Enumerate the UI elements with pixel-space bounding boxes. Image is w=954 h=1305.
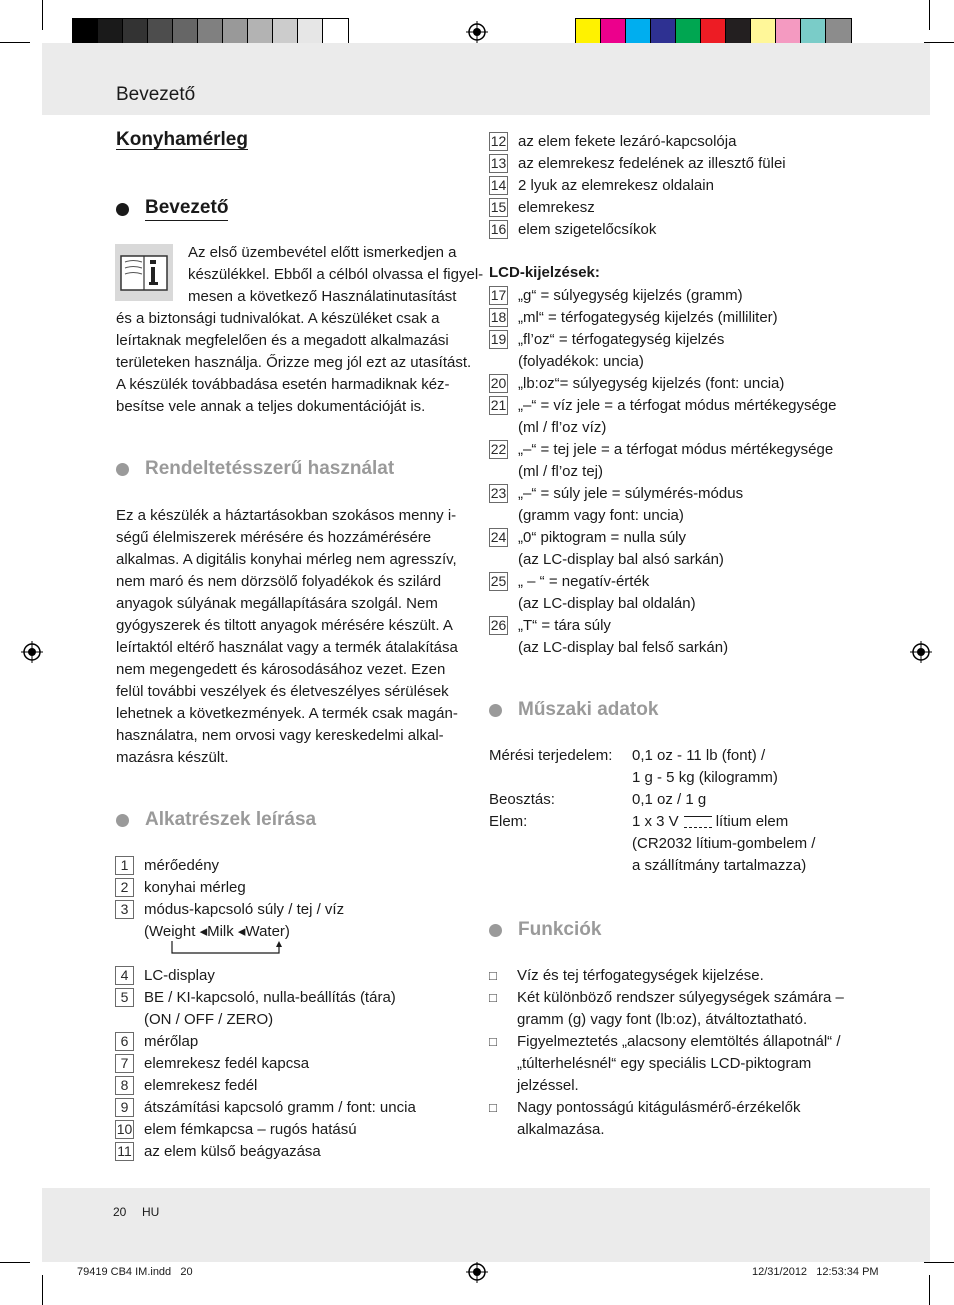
registration-mark-icon (466, 21, 488, 43)
part-number-box: 21 (490, 397, 507, 413)
section-heading-parts (116, 809, 316, 831)
slug-file: 79419 CB4 IM.indd 20 (77, 1266, 193, 1278)
text-line: készülékkel. Ebből a célból olvassa el figyel- (188, 266, 484, 283)
part-label: átszámítási kapcsoló gramm / font: uncia (144, 1099, 416, 1116)
running-header: Bevezető (116, 84, 196, 105)
part-label: „0“ piktogram = nulla súly (518, 529, 686, 546)
footer-band (42, 1188, 930, 1262)
part-number-box: 19 (490, 331, 507, 347)
text-line: területeken használja. Őrizze meg jól ezt az utasítást. (116, 354, 472, 371)
part-number-box: 20 (490, 375, 507, 391)
bullet-dot (116, 203, 129, 216)
dc-symbol-icon (684, 816, 712, 828)
language-code: HU (142, 1205, 160, 1219)
part-number-box: 15 (490, 199, 507, 215)
checkbox-bullet-icon: □ (489, 990, 497, 1005)
function-item: Nagy pontosságú kitágulásmérő-érzékelők (517, 1099, 801, 1116)
part-number-box: 4 (115, 966, 134, 985)
text-line: nem maró és nem dörzsölő folyadékok és szilárd (116, 573, 442, 590)
checkbox-bullet-icon: □ (489, 1100, 497, 1115)
section-heading-tech (489, 699, 658, 721)
bullet-dot (116, 814, 129, 827)
part-label: mérőlap (144, 1033, 199, 1050)
function-item: alkalmazása. (517, 1121, 605, 1138)
part-label: elem szigetelőcsíkok (518, 221, 657, 238)
spec-value: a szállítmány tartalmazza) (632, 857, 807, 874)
intro-text-bottom (116, 308, 471, 418)
crop-mark (42, 1275, 43, 1305)
part-label: LC-display (144, 967, 215, 984)
spec-value: 0,1 oz - 11 lb (font) / (632, 747, 766, 764)
part-label: az elemrekesz fedelének az illesztő fülei (518, 155, 786, 172)
part-label: „fl’oz“ = térfogategység kijelzés (518, 331, 725, 348)
part-label: „lb:oz“= súlyegység kijelzés (font: uncia) (518, 375, 785, 392)
section-title: Rendeltetésszerű használat (145, 458, 395, 479)
section-heading-intro (116, 197, 228, 221)
part-label: (folyadékok: uncia) (518, 353, 644, 370)
part-label: „T“ = tára súly (518, 617, 611, 634)
part-number-box: 1 (115, 856, 134, 875)
text-line: Az első üzembevétel előtt ismerkedjen a (188, 244, 457, 261)
bullet-dot (489, 924, 502, 937)
part-label: elemrekesz fedél (144, 1077, 258, 1094)
spec-value-suffix: lítium elem (715, 813, 789, 830)
crop-mark (924, 1262, 954, 1263)
text-line: nem megengedett és károsodásához vezet. Ezen (116, 661, 446, 678)
section-title: Funkciók (518, 919, 602, 940)
part-label: „–“ = súly jele = súlymérés-módus (518, 485, 744, 502)
part-label: „ml“ = térfogategység kijelzés (milliliter) (518, 309, 778, 326)
text-line: mazásra készült. (116, 749, 229, 766)
crop-mark (42, 0, 43, 30)
function-item: Két különböző rendszer súlyegységek számára – (517, 989, 844, 1006)
part-number-box: 7 (115, 1054, 134, 1073)
part-number-box: 11 (115, 1142, 134, 1161)
part-label: (az LC-display bal oldalán) (518, 595, 696, 612)
spec-value: 1 x 3 V lítium elem (632, 813, 789, 830)
part-label: az elem fekete lezáró-kapcsolója (518, 133, 737, 150)
part-number-box: 14 (490, 177, 507, 193)
intended-use-text (116, 505, 458, 769)
checkbox-bullet-icon: □ (489, 1034, 497, 1049)
spec-label: Mérési terjedelem: (489, 747, 613, 764)
text-line: használatra, nem orvosi vagy kereskedelmi alkal- (116, 727, 444, 744)
spec-label: Beosztás: (489, 791, 555, 808)
part-number-box: 25 (490, 573, 507, 589)
section-title: Alkatrészek leírása (145, 809, 317, 830)
part-label: „–“ = tej jele = a térfogat módus mértékegysége (518, 441, 834, 458)
part-label: (gramm vagy font: uncia) (518, 507, 684, 524)
spec-label: Elem: (489, 813, 528, 830)
part-label: BE / KI-kapcsoló, nulla-beállítás (tára) (144, 989, 396, 1006)
part-number-box: 10 (116, 1121, 133, 1137)
part-number-box: 5 (115, 988, 134, 1007)
bullet-dot (116, 463, 129, 476)
part-number-box: 6 (115, 1032, 134, 1051)
part-label: (ON / OFF / ZERO) (144, 1011, 274, 1028)
part-number-box: 26 (490, 617, 507, 633)
part-label: „–“ = víz jele = a térfogat módus mértékegysége (518, 397, 837, 414)
part-label: „g“ = súlyegység kijelzés (gramm) (518, 287, 743, 304)
part-number-box: 24 (490, 529, 507, 545)
part-number-box: 16 (490, 221, 507, 237)
section-title: Műszaki adatok (518, 699, 659, 720)
text-line: anyagok súlyának megállapítására szolgál. Nem (116, 595, 438, 612)
lcd-heading: LCD-kijelzések: (489, 264, 600, 281)
part-label: elem fémkapcsa – rugós hatású (144, 1121, 357, 1138)
registration-mark-icon (466, 1261, 488, 1283)
part-label: (Weight ◂Milk ◂Water) (144, 923, 290, 940)
part-number-box: 9 (115, 1098, 134, 1117)
section-heading-intended-use (116, 458, 394, 480)
part-label: konyhai mérleg (144, 879, 246, 896)
part-number-box: 22 (490, 441, 507, 457)
text-line: leírtaktól eltérő használat vagy a termék átalakítása (116, 639, 458, 656)
section-heading-functions (489, 919, 601, 941)
text-line: A készülék továbbadása esetén harmadiknak kéz- (116, 376, 450, 393)
mode-bracket (171, 941, 283, 955)
function-item: Figyelmeztetés „alacsony elemtöltés állapotnál“ / (517, 1033, 841, 1050)
text-line: gyógyszerek és tiltott anyagok mérésére készült. A (116, 617, 453, 634)
bullet-dot (489, 704, 502, 717)
text-line: ségű élelmiszerek mérésére és hozzámérésére (116, 529, 432, 546)
text-line: leírtaknak megfelelően és a megadott alkalmazási (116, 332, 449, 349)
text-line: lehetnek a következmények. A termék csak magán- (116, 705, 458, 722)
registration-mark-icon (910, 641, 932, 663)
part-label: (ml / fl’oz víz) (518, 419, 607, 436)
text-line: mesen a következő Használatinutasítást (188, 288, 457, 305)
part-label: módus-kapcsoló súly / tej / víz (144, 901, 345, 918)
part-label: 2 lyuk az elemrekesz oldalain (518, 177, 714, 194)
part-number-box: 3 (115, 900, 134, 919)
spec-value: 0,1 oz / 1 g (632, 791, 707, 808)
checkbox-bullet-icon: □ (489, 968, 497, 983)
part-label: mérőedény (144, 857, 220, 874)
text-line: és a biztonsági tudnivalókat. A készüléket csak a (116, 310, 440, 327)
part-label: elemrekesz (518, 199, 595, 216)
function-item: Víz és tej térfogategységek kijelzése. (517, 967, 764, 984)
text-line: besítse vele annak a teljes dokumentációját is. (116, 398, 426, 415)
page-title: Konyhamérleg (116, 129, 248, 150)
function-item: „túlterhelésnél“ egy speciális LCD-piktogram (517, 1055, 812, 1072)
part-label: az elem külső beágyazása (144, 1143, 321, 1160)
part-number-box: 18 (490, 309, 507, 325)
part-number-box: 8 (115, 1076, 134, 1095)
spec-value: 1 g - 5 kg (kilogramm) (632, 769, 778, 786)
part-label: (az LC-display bal felső sarkán) (518, 639, 729, 656)
part-number-box: 13 (490, 155, 507, 171)
registration-mark-icon (21, 641, 43, 663)
crop-mark (929, 0, 930, 30)
crop-mark (929, 1275, 930, 1305)
intro-text-top (188, 242, 483, 308)
spec-value: (CR2032 lítium-gombelem / (632, 835, 816, 852)
part-number-box: 12 (490, 133, 507, 149)
part-label: „ – “ = negatív-érték (518, 573, 650, 590)
page-number: 20 (113, 1205, 127, 1219)
part-number-box: 23 (490, 485, 507, 501)
crop-mark (0, 42, 30, 43)
part-label: (ml / fl’oz tej) (518, 463, 604, 480)
section-title: Bevezető (145, 197, 228, 221)
function-item: jelzéssel. (517, 1077, 579, 1094)
part-label: elemrekesz fedél kapcsa (144, 1055, 310, 1072)
text-line: alkalmas. A digitális konyhai mérleg nem agresszív, (116, 551, 457, 568)
slug-date: 12/31/2012 12:53:34 PM (752, 1266, 879, 1278)
part-number-box: 2 (115, 878, 134, 897)
part-label: (az LC-display bal alsó sarkán) (518, 551, 724, 568)
crop-mark (0, 1262, 30, 1263)
text-line: Ez a készülék a háztartásokban szokásos menny i- (116, 507, 457, 524)
text-line: felül további veszélyek és életveszélyes sérülések (116, 683, 449, 700)
function-item: gramm (g) vagy font (lb:oz), átváltoztatható. (517, 1011, 808, 1028)
info-book-icon (115, 244, 173, 301)
part-number-box: 17 (490, 287, 507, 303)
